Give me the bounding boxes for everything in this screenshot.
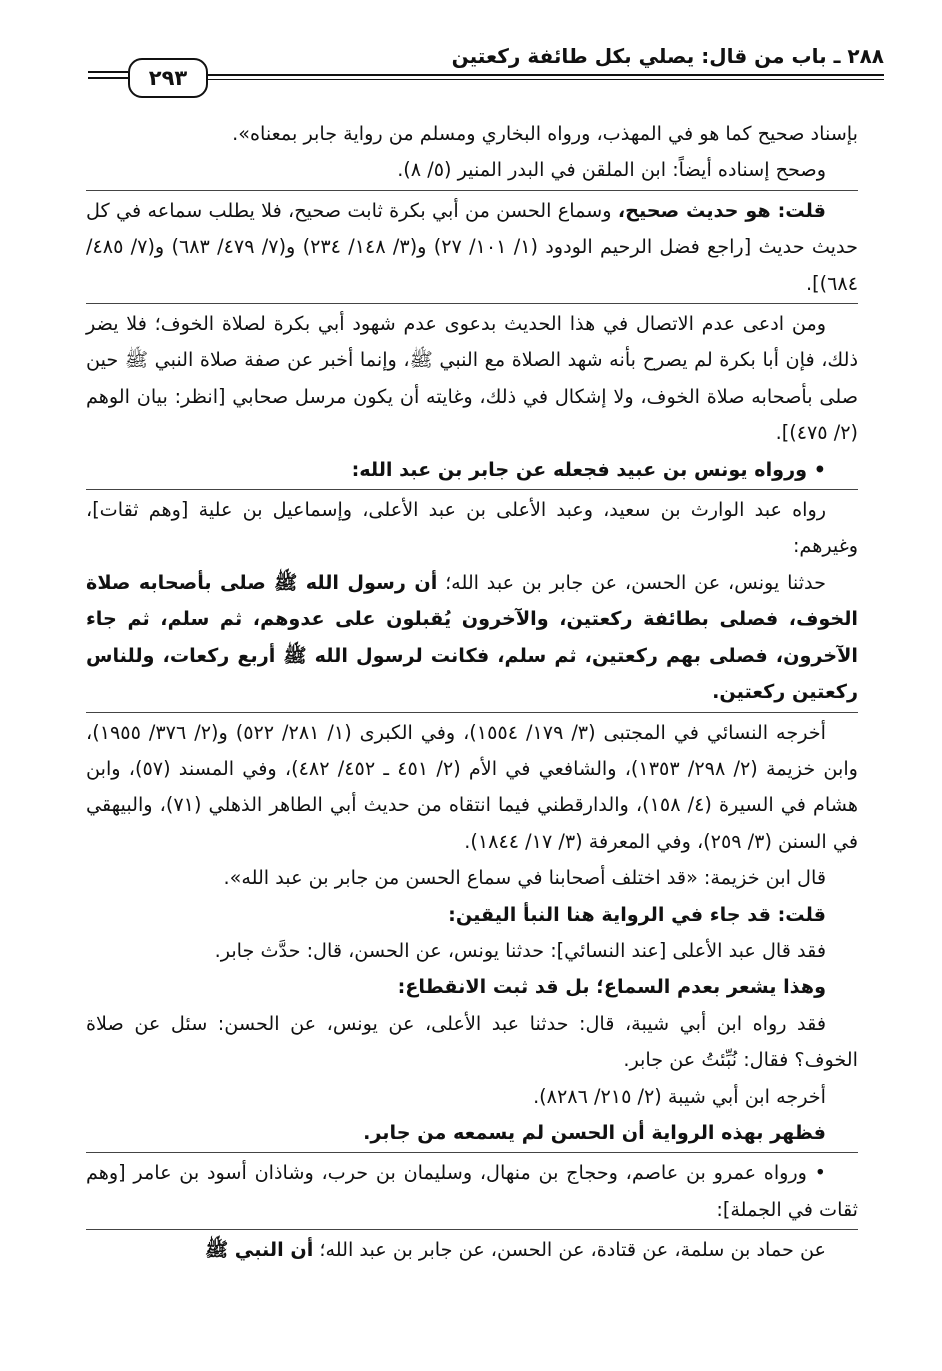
header-rule-thin [208, 79, 884, 80]
paragraph: ومن ادعى عدم الاتصال في هذا الحديث بدعوى عدم شهود أبي بكرة لصلاة الخوف؛ فلا يضر ذلك، فإن أبا بكرة لم يصرح بأنه شهد الصلاة مع النبي ﷺ، وإنما أخبر عن صفة صلاة النبي ﷺ حين صلى بأصحابه صلاة الخوف، ولا إشكال في ذلك، وغايته أن يكون مرسل صحابي [انظر: بيان الوهم (٢/ ٤٧٥)]. [86, 312, 858, 445]
divider [86, 303, 858, 304]
text: وسماع الحسن من أبي بكرة ثابت صحيح، فلا يطلب سماعه في كل حديث حديث [راجع فضل الرحيم الودود (١/ ١٠١/ ٢٧) و(٣/ ١٤٨/ ٢٣٤) و(٧/ ٤٧٩/ ٦٨٣) و(٧/ ٤٨٥/ ٦٨٤)]. [86, 198, 858, 295]
paragraph [86, 1232, 858, 1268]
bold-text: أن النبي ﷺ [204, 1238, 314, 1262]
bold-text: أن رسول الله ﷺ صلى بأصحابه صلاة الخوف، فصلى بطائفة ركعتين، والآخرون يُقبلون على عدوهم، ثم سلم، ثم جاء الآخرون، فصلى بهم ركعتين، ثم سلم، فكانت لرسول الله ﷺ أربع ركعات، وللناس ركعتين ركعتين. [86, 570, 858, 704]
page-number-badge [128, 58, 208, 98]
divider [86, 1229, 858, 1230]
text: حدثنا يونس، عن الحسن، عن جابر بن عبد الله؛ [437, 570, 826, 594]
paragraph: بإسناد صحيح كما هو في المهذب، ورواه البخاري ومسلم من رواية جابر بمعناه». [232, 122, 858, 145]
paragraph [86, 565, 858, 711]
paragraph: فقد رواه ابن أبي شيبة، قال: حدثنا عبد الأعلى، عن يونس، عن الحسن: سئل عن صلاة الخوف؟ فقال: نُبِّئتُ عن جابر. [86, 1011, 858, 1072]
paragraph: وصحح إسناده أيضاً: ابن الملقن في البدر المنير (٥/ ٨). [397, 158, 826, 182]
section-heading: قلت: قد جاء في الرواية هنا النبأ اليقين: [448, 902, 826, 926]
text: عن حماد بن سلمة، عن قتادة، عن الحسن، عن جابر بن عبد الله؛ [313, 1238, 826, 1262]
divider [86, 712, 858, 713]
paragraph: أخرجه ابن أبي شيبة (٢/ ٢١٥/ ٨٢٨٦). [533, 1084, 826, 1108]
section-heading: وهذا يشعر بعدم السماع؛ بل قد ثبت الانقطاع: [397, 975, 826, 999]
page-number: ٢٩٣ [148, 66, 188, 90]
divider [86, 190, 858, 191]
divider [86, 1152, 858, 1153]
paragraph: • ورواه عمرو بن عاصم، وحجاج بن منهال، وسليمان بن حرب، وشاذان أسود بن عامر [وهم ثقات في الجملة]: [86, 1161, 858, 1221]
bold-text: قلت: هو حديث صحيح، [617, 198, 826, 222]
page-body [86, 116, 858, 1269]
page-header [88, 38, 884, 98]
paragraph: قال ابن خزيمة: «قد اختلف أصحابنا في سماع الحسن من جابر بن عبد الله». [223, 866, 826, 890]
section-heading: فظهر بهذه الرواية أن الحسن لم يسمعه من جابر. [363, 1120, 826, 1144]
decoration-line [88, 71, 128, 73]
paragraph: فقد قال عبد الأعلى [عند النسائي]: حدثنا يونس، عن الحسن، قال: حدَّث جابر. [214, 938, 826, 962]
paragraph [86, 193, 858, 302]
badge-decoration-lines [88, 71, 128, 83]
header-rule-thick [208, 74, 884, 76]
paragraph: رواه عبد الوارث بن سعيد، وعبد الأعلى بن عبد الأعلى، وإسماعيل بن علية [وهم ثقات]، وغيرهم: [86, 498, 858, 558]
divider [86, 489, 858, 490]
running-title: ٢٨٨ ـ باب من قال: يصلي بكل طائفة ركعتين [451, 44, 884, 68]
header-rule [208, 74, 884, 82]
paragraph: أخرجه النسائي في المجتبى (٣/ ١٧٩/ ١٥٥٤)، وفي الكبرى (١/ ٢٨١/ ٥٢٢) و(٢/ ٣٧٦/ ١٩٥٥)، وابن خزيمة (٢/ ٢٩٨/ ١٣٥٣)، والشافعي في الأم (٢/ ٤٥١ ـ ٤٥٢/ ٤٨٢)، وفي المسند (٥٧)، وابن هشام في السيرة (٤/ ١٥٨)، والدارقطني فيما انتقاه من حديث أبي الطاهر الذهلي (٧١)، والبيهقي في السنن (٣/ ٢٥٩)، وفي المعرفة (٣/ ١٧/ ١٨٤٤). [86, 720, 859, 853]
decoration-line [88, 77, 128, 79]
section-heading: • ورواه يونس بن عبيد فجعله عن جابر بن عبد الله: [351, 457, 826, 481]
